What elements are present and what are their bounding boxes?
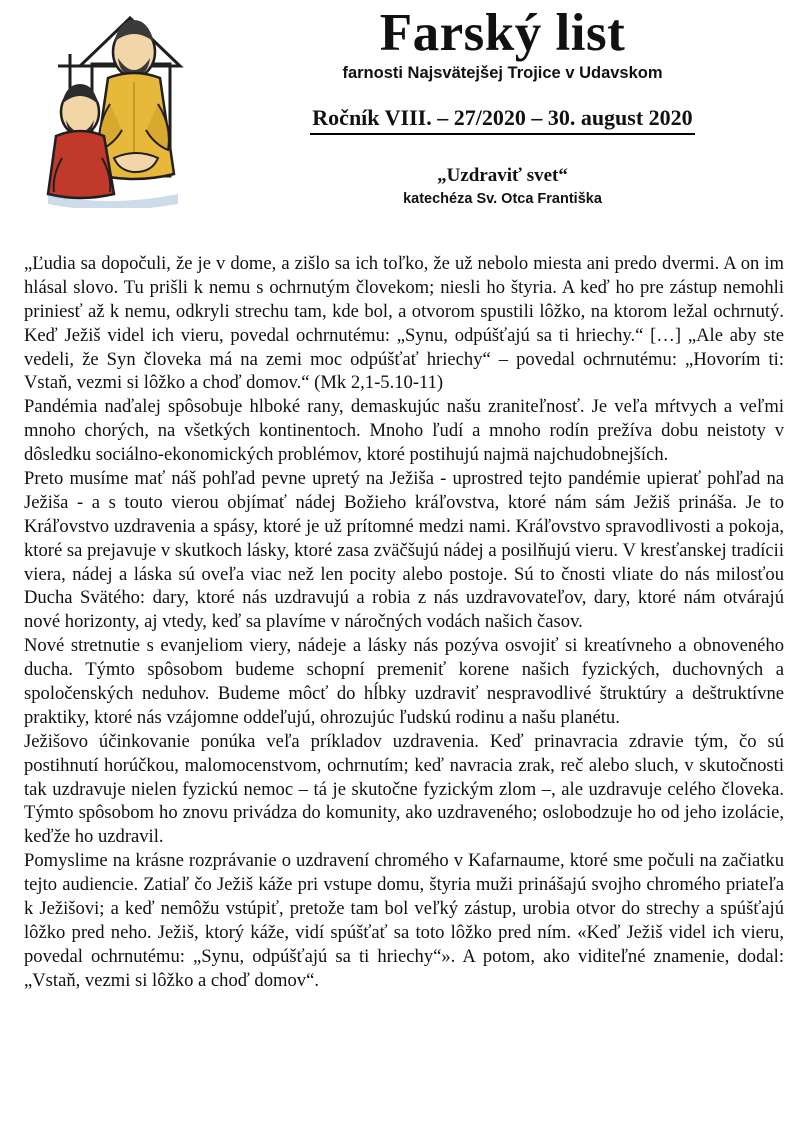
parish-subtitle: farnosti Najsvätejšej Trojice v Udavskom [342, 64, 663, 83]
page-title: Farský list [379, 4, 626, 62]
paragraph: Ježišovo účinkovanie ponúka veľa príkladov uzdravenia. Keď prinavracia zdravie tým, čo sú postihnutí horúčkou, malomocenstvom, ochrnutím; keď navracia zrak, reč alebo sluch, v skutočnosti tak uzdravuje nielen fyzickú nemoc – tá je skutočne fyzickým zlom –, ale uzdravuje celého človeka. Týmto spôsobom ho znovu privádza do komunity, ako uzdraveného; oslobodzuje ho od jeho izolácie, keďže ho uzdravil. [24, 730, 784, 848]
paragraph: Pandémia naďalej spôsobuje hlboké rany, demaskujúc našu zraniteľnosť. Je veľa mŕtvych a veľmi mnoho chorých, na všetkých kontinentoch. Mnoho ľudí a mnoho rodín prežíva dobu neistoty v dôsledku sociálno-ekonomických problémov, ktoré postihujú najmä najchudobnejších. [24, 396, 784, 466]
paragraph: „Ľudia sa dopočuli, že je v dome, a zišlo sa ich toľko, že už nebolo miesta ani predo dvermi. A on im hlásal slovo. Tu prišli k nemu s ochrnutým človekom; niesli ho štyria. A keď ho pre zástup nemohli priniesť až k nemu, odkryli strechu tam, kde bol, a otvorom spustili lôžko, na ktorom ležal ochrnutý. Keď Ježiš videl ich vieru, povedal ochrnutému: „Synu, odpúšťajú sa ti hriechy.“ […] „Ale aby ste vedeli, že Syn človeka má na zemi moc odpúšťať hriechy“ – povedal ochrnutému: „Hovorím ti: Vstaň, vezmi si lôžko a choď domov.“ (Mk 2,1-5.10-11) [24, 253, 784, 394]
article-body [24, 252, 784, 993]
article-subtitle: katechéza Sv. Otca Františka [403, 191, 602, 208]
parish-logo-icon [18, 8, 208, 208]
masthead-text [215, 6, 790, 207]
article-title: „Uzdraviť svet“ [437, 165, 568, 187]
paragraph: Nové stretnutie s evanjeliom viery, nádeje a lásky nás pozýva osvojiť si kreatívneho a obnoveného ducha. Týmto spôsobom budeme schopní premeniť korene našich fyzických, duchovných a spoločenských neduhov. Budeme môcť do hĺbky uzdraviť nespravodlivé štruktúry a deštruktívne praktiky, ktoré nás vzájomne oddeľujú, ohrozujúc ľudskú rodinu a našu planétu. [24, 635, 784, 728]
paragraph: Pomyslime na krásne rozprávanie o uzdravení chromého v Kafarnaume, ktoré sme počuli na začiatku tejto audiencie. Zatiaľ čo Ježiš káže pri vstupe domu, štyria muži prinášajú svojho chromého priateľa k Ježišovi; a keď nemôžu vstúpiť, pretože tam bol veľký zástup, urobia otvor do strechy a spúšťajú lôžko pred neho. Ježiš, ktorý káže, vidí spúšťať sa toto lôžko pred ním. «Keď Ježiš videl ich vieru, povedal ochrnutému: „Synu, odpúšťajú sa ti hriechy“». A potom, ako viditeľné znamenie, dodal: „Vstaň, vezmi si lôžko a choď domov“. [24, 850, 784, 991]
masthead [0, 0, 800, 248]
issue-line: Ročník VIII. – 27/2020 – 30. august 2020 [310, 105, 694, 135]
paragraph: Preto musíme mať náš pohľad pevne upretý na Ježiša - uprostred tejto pandémie upierať pohľad na Ježiša - a s touto vierou objímať nádej Božieho kráľovstva, ktoré nám sám Ježiš prináša. Je to Kráľovstvo uzdravenia a spásy, ktoré je už prítomné medzi nami. Kráľovstvo spravodlivosti a pokoja, ktoré sa prejavuje v skutkoch lásky, ktoré zasa zväčšujú nádej a posilňujú vieru. V kresťanskej tradícii viera, nádej a láska sú oveľa viac než len pocity alebo postoje. Sú to čnosti vliate do nás milosťou Ducha Svätého: dary, ktoré nás uzdravujú a robia z nás uzdravovateľov, dary, ktoré nám otvárajú nové horizonty, aj vtedy, keď sa plavíme v náročných vodách našich časov. [24, 468, 784, 633]
